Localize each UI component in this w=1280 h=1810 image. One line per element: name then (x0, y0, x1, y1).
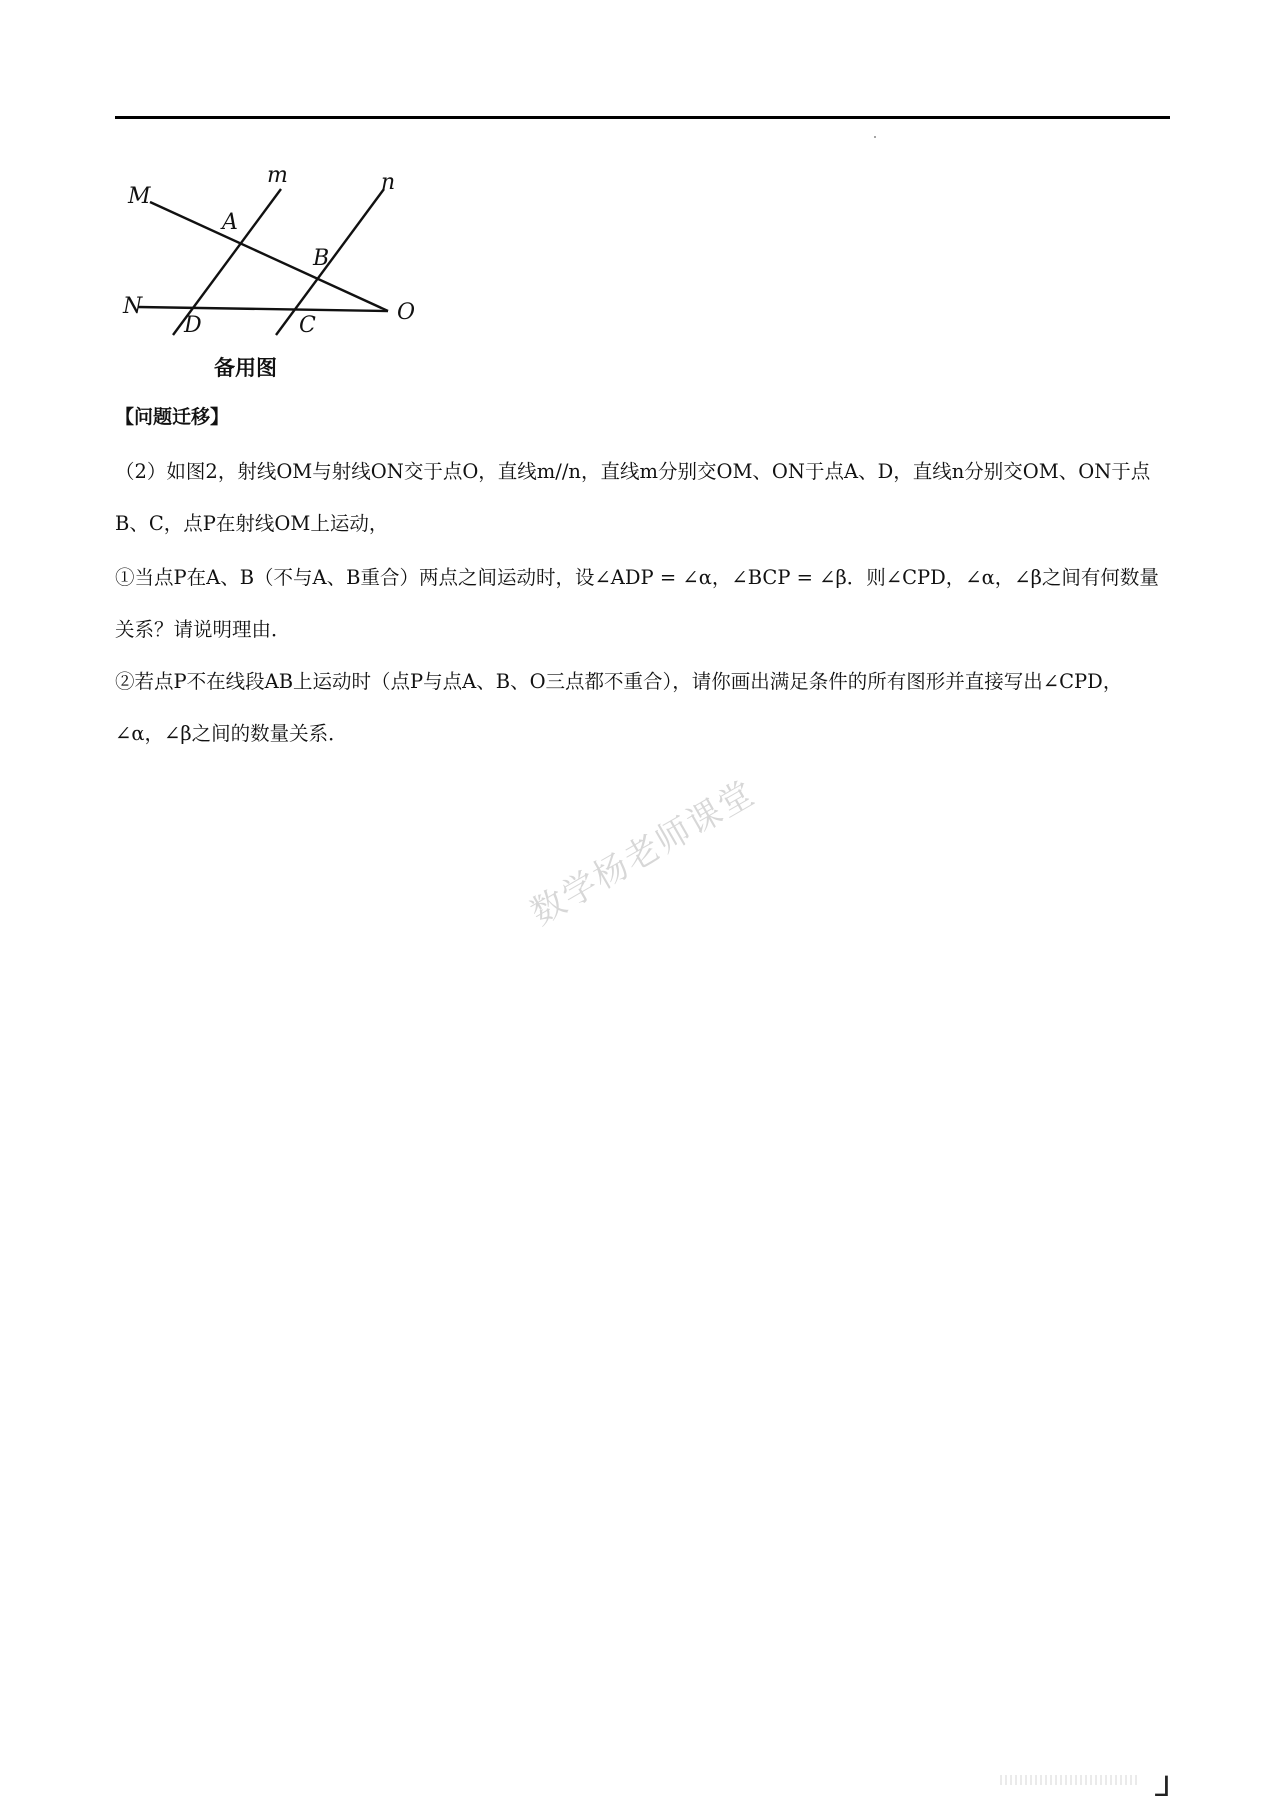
ray-on (138, 307, 388, 311)
label-m: m (267, 163, 288, 188)
label-O: O (397, 300, 416, 325)
label-B: B (313, 246, 330, 271)
ray-om (150, 202, 388, 311)
page-corner-mark: ⅃ (1155, 1770, 1171, 1803)
label-C: C (299, 313, 316, 338)
watermark-text: 数学杨老师课堂 (524, 772, 763, 934)
label-D: D (184, 313, 202, 338)
question-paragraph-1: （2）如图2，射线OM与射线ON交于点O，直线m//n，直线m分别交OM、ON于点A、D，直线n分别交OM、ON于点B、C，点P在射线OM上运动， (115, 460, 1151, 535)
header-rule (115, 116, 1170, 119)
question-paragraph-2: ①当点P在A、B（不与A、B重合）两点之间运动时，设∠ADP = ∠α，∠BCP = ∠β．则∠CPD，∠α，∠β之间有何数量关系？请说明理由． (115, 566, 1159, 641)
label-A: A (222, 210, 238, 235)
geometry-figure (108, 160, 438, 390)
label-N: N (123, 294, 143, 319)
figure-caption: 备用图 (214, 356, 277, 380)
label-n: n (381, 170, 396, 195)
scan-dot (874, 136, 876, 138)
label-M: M (128, 184, 151, 209)
geometry-diagram (108, 160, 438, 390)
line-n (276, 189, 384, 335)
question-paragraph-3: ②若点P不在线段AB上运动时（点P与点A、B、O三点都不重合），请你画出满足条件的所有图形并直接写出∠CPD，∠α，∠β之间的数量关系． (115, 670, 1123, 745)
section-title: 【问题迁移】 (115, 406, 230, 428)
scan-artifact (1000, 1775, 1140, 1785)
